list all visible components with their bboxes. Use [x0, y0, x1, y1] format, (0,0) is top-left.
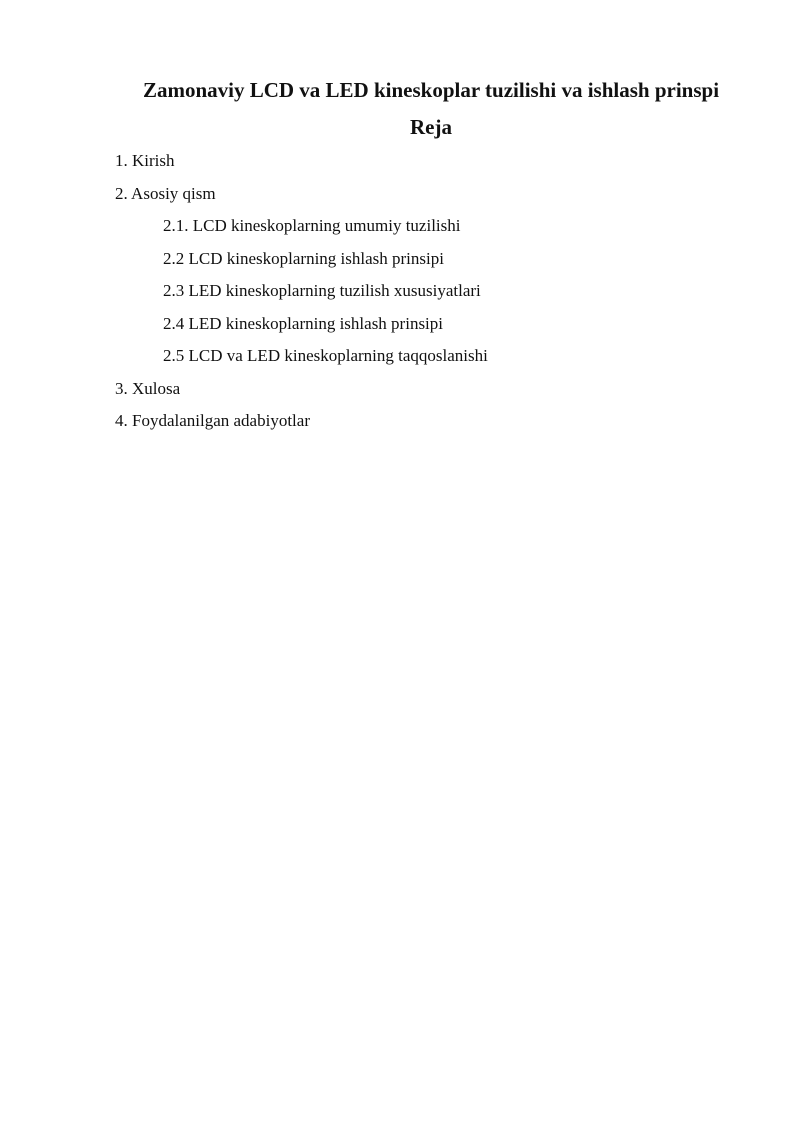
toc-item-2-3: 2.3 LED kineskoplarning tuzilish xususiyatlari: [163, 281, 481, 300]
toc-item-adabiyotlar: 4. Foydalanilgan adabiyotlar: [115, 411, 310, 430]
toc-item-2-2: 2.2 LCD kineskoplarning ishlash prinsipi: [163, 248, 444, 268]
toc-item-2-1: 2.1. LCD kineskoplarning umumiy tuzilishi: [163, 216, 461, 235]
toc-item-2-4: 2.4 LED kineskoplarning ishlash prinsipi: [163, 313, 444, 333]
toc-item-xulosa: 3. Xulosa: [115, 378, 181, 398]
document-subtitle: Reja: [410, 115, 452, 139]
toc-item-kirish: 1. Kirish: [115, 151, 175, 170]
toc-item-2-5: 2.5 LCD va LED kineskoplarning taqqoslanishi: [163, 346, 488, 365]
toc-item-asosiy-qism: 2. Asosiy qism: [115, 183, 216, 203]
document-title: Zamonaviy LCD va LED kineskoplar tuzilishi va ishlash prinspi: [142, 78, 720, 102]
table-of-contents: [0, 148, 800, 441]
